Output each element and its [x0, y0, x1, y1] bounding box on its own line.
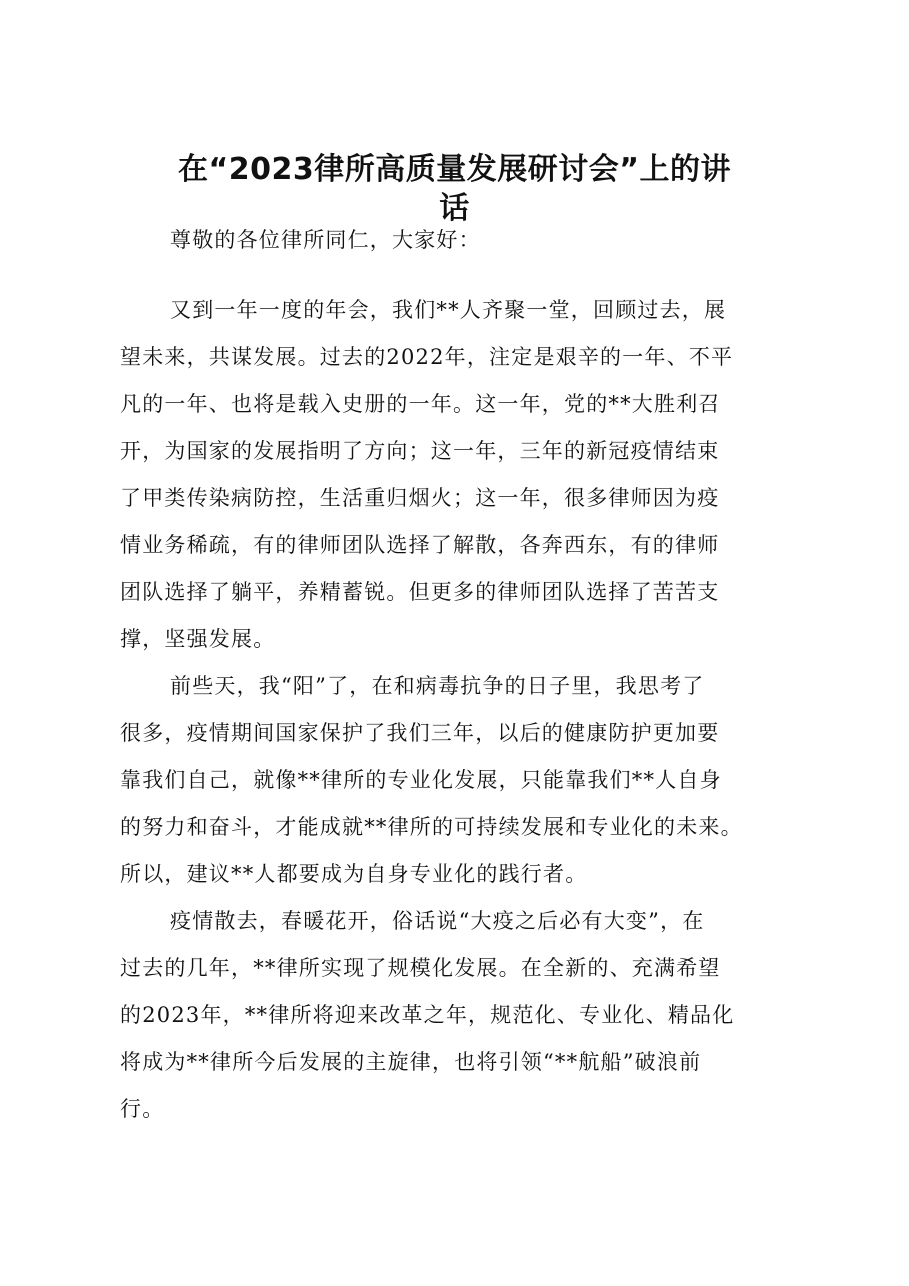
paragraph-3-line-3: 的2023年，**律所将迎来改革之年，规范化、专业化、精品化: [120, 1003, 735, 1027]
paragraph-1-line-2: 望未来，共谋发展。过去的2022年，注定是艰辛的一年、不平: [120, 345, 734, 369]
paragraph-2-line-1: 前些天，我“阳”了，在和病毒抗争的日子里，我思考了: [170, 674, 705, 698]
paragraph-1-line-1: 又到一年一度的年会，我们**人齐聚一堂，回顾过去，展: [170, 298, 727, 322]
paragraph-2-line-3: 靠我们自己，就像**律所的专业化发展，只能靠我们**人自身: [120, 768, 722, 792]
paragraph-1-line-8: 撑，坚强发展。: [120, 627, 276, 651]
greeting: 尊敬的各位律所同仁，大家好：: [170, 228, 481, 252]
paragraph-1-line-3: 凡的一年、也将是载入史册的一年。这一年，党的**大胜利召: [120, 392, 721, 416]
document-title-line-1: 在“2023律所高质量发展研讨会”上的讲: [178, 152, 731, 187]
paragraph-3-line-1: 疫情散去，春暖花开，俗话说“大疫之后必有大变”，在: [170, 909, 705, 933]
paragraph-2-line-5: 所以，建议**人都要成为自身专业化的践行者。: [120, 862, 588, 886]
paragraph-2-line-2: 很多，疫情期间国家保护了我们三年，以后的健康防护更加要: [120, 721, 720, 745]
document-title-line-2: 话: [439, 191, 470, 226]
paragraph-1-line-4: 开，为国家的发展指明了方向；这一年，三年的新冠疫情结束: [120, 439, 720, 463]
paragraph-1-line-5: 了甲类传染病防控，生活重归烟火；这一年，很多律师因为疫: [120, 486, 720, 510]
paragraph-3-line-4: 将成为**律所今后发展的主旋律，也将引领“**航船”破浪前: [120, 1050, 702, 1074]
paragraph-2-line-4: 的努力和奋斗，才能成就**律所的可持续发展和专业化的未来。: [120, 815, 743, 839]
paragraph-1-line-6: 情业务稀疏，有的律师团队选择了解散，各奔西东，有的律师: [120, 533, 720, 557]
paragraph-3-line-5: 行。: [120, 1097, 165, 1121]
paragraph-3-line-2: 过去的几年，**律所实现了规模化发展。在全新的、充满希望: [120, 956, 721, 980]
paragraph-1-line-7: 团队选择了躺平，养精蓄锐。但更多的律师团队选择了苦苦支: [120, 580, 720, 604]
